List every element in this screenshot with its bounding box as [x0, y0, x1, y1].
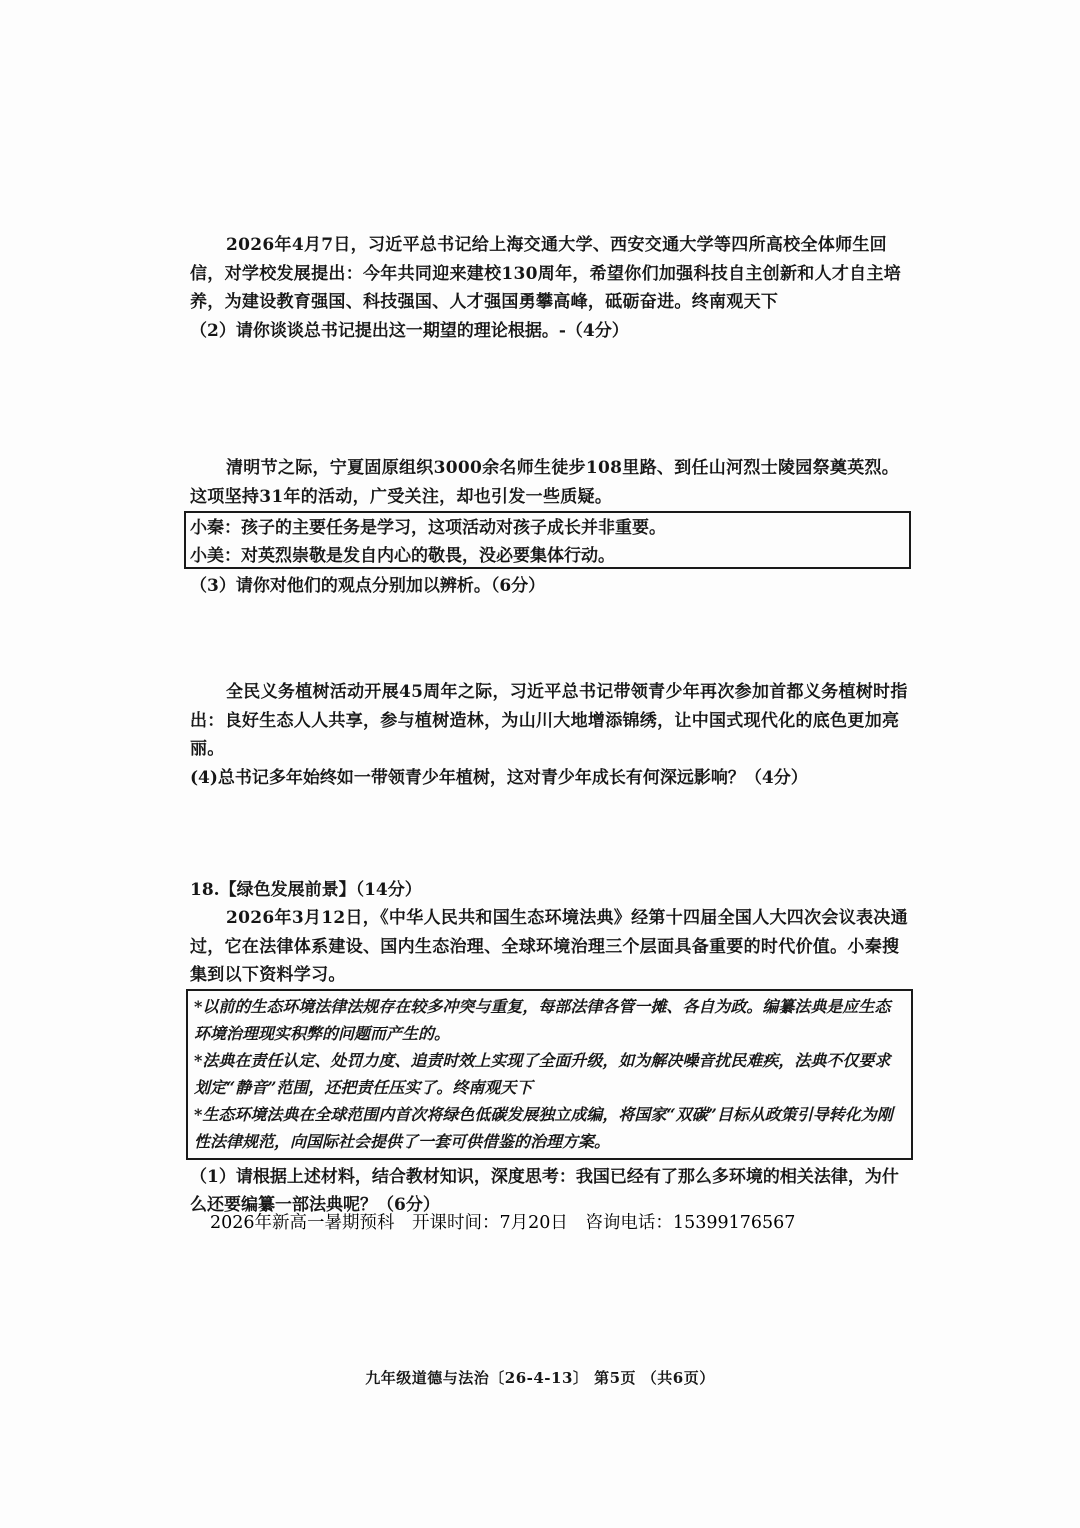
- material-box-18: [186, 989, 913, 1160]
- course-advert: 2026年新高一暑期预科 开课时间：7月20日 咨询电话：15399176567: [210, 1213, 796, 1233]
- material-item-2: *法典在责任认定、处罚力度、追责时效上实现了全面升级，如为解决噪音扰民难疾，法典不仅要求划定“静音”范围，还把责任压实了。终南观天下: [194, 1051, 891, 1097]
- material-17-3: 清明节之际，宁夏固原组织3000余名师生徒步108里路、到任山河烈士陵园祭奠英烈。这项坚持31年的活动，广受关注，却也引发一些质疑。: [190, 458, 900, 507]
- opinion-box: [184, 511, 911, 569]
- material-item-1: *以前的生态环境法律法规存在较多冲突与重复，每部法律各管一摊、各自为政。编纂法典是应生态环境治理现实积弊的问题而产生的。: [194, 997, 891, 1043]
- question-17-3: （3）请你对他们的观点分别加以辨析。（6分）: [190, 576, 546, 596]
- material-17-2: 2026年4月7日，习近平总书记给上海交通大学、西安交通大学等四所高校全体师生回信，对学校发展提出：今年共同迎来建校130周年，希望你们加强科技自主创新和人才自主培养，为建设教育强国、科技强国、人才强国勇攀高峰，砥砺奋进。终南观天下: [190, 235, 902, 312]
- material-18: 2026年3月12日，《中华人民共和国生态环境法典》经第十四届全国人大四次会议表决通过，它在法律体系建设、国内生态治理、全球环境治理三个层面具备重要的时代价值。小秦搜集到以下资料学习。: [190, 908, 908, 985]
- opinion-xiaoqin: 小秦：孩子的主要任务是学习，这项活动对孩子成长并非重要。: [190, 518, 666, 538]
- material-17-4: 全民义务植树活动开展45周年之际，习近平总书记带领青少年再次参加首都义务植树时指出：良好生态人人共享，参与植树造林，为山川大地增添锦绣，让中国式现代化的底色更加亮丽。: [190, 682, 908, 759]
- question-18-1: （1）请根据上述材料，结合教材知识，深度思考：我国已经有了那么多环境的相关法律，为什么还要编纂一部法典呢？（6分）: [190, 1167, 899, 1215]
- question-17-4: (4)总书记多年始终如一带领青少年植树，这对青少年成长有何深远影响？（4分）: [190, 768, 808, 788]
- opinion-xiaomei: 小美：对英烈崇敬是发自内心的敬畏，没必要集体行动。: [190, 546, 615, 566]
- question-17-2: （2）请你谈谈总书记提出这一期望的理论根据。-（4分）: [190, 321, 629, 341]
- page-footer: 九年级道德与法治〔26-4-13〕 第5页 （共6页）: [365, 1369, 715, 1387]
- material-item-3: *生态环境法典在全球范围内首次将绿色低碳发展独立成编，将国家“双碳”目标从政策引导转化为刚性法律规范，向国际社会提供了一套可供借鉴的治理方案。: [194, 1105, 893, 1151]
- question-18-heading: 18.【绿色发展前景】（14分）: [190, 880, 422, 900]
